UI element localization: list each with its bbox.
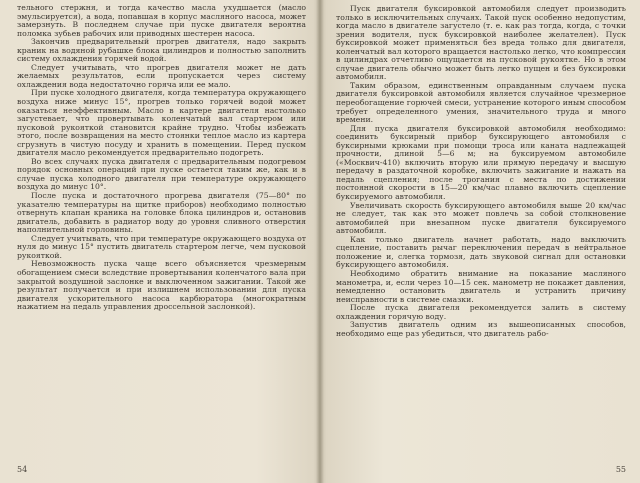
paragraph: Необходимо обратить внимание на показание масляного манометра, и, если через 10—15 сек. манометр не покажет давления, немедленно остановить двигатель и устранить причину неисправности в системе смазки. [336,268,626,304]
paragraph: Таким образом, единственным оправданным случаем пуска двигателя буксировкой автомобиля является случайное чрезмерное переобогащение горючей смеси, устранение которого иным способом требует определенного умения, значительного труда и много времени. [336,80,626,125]
right-page [322,0,640,483]
paragraph: Следует учитывать, что при температуре окружающего воздуха от нуля до минус 15° пустить двигатель стартером легче, чем пусковой рукояткой. [17,233,306,260]
page-number-left: 54 [17,465,28,474]
page-number-right: 55 [615,465,626,474]
paragraph: Запустив двигатель одним из вышеописанных способов, необходимо еще раз убедиться, что двигатель рабо- [336,320,626,338]
left-page-text [17,4,306,312]
paragraph: Как только двигатель начнет работать, надо выключить сцепление, поставить рычаг переключения передач в нейтральное положение и, слегка тормозя, дать звуковой сигнал для остановки буксирующего автомобиля. [336,234,626,270]
left-page [0,0,318,483]
paragraph: тельного стержня, и тогда качество масла ухудшается (масло эмульсируется), а вода, попавшая в корпус масляного насоса, может замерзнуть. В последнем случае при пуске двигателя вероятна поломка зубьев рабочих или приводных шестерен насоса. [17,3,306,38]
paragraph: Для пуска двигателя буксировкой автомобиля необходимо: соединить буксирный прибор буксирующего автомобиля с буксирными крюками при помощи троса или каната надлежащей прочности, длиной 5—6 м; на буксируемом автомобиле («Москвич-410) включить вторую или прямую передачу и высшую передачу в раздаточной коробке, включить зажигание и нажать на педаль сцепления; после трогания с места по достижении постоянной скорости в 15—20 км/час плавно включить сцепление буксируемого автомобиля. [336,123,626,202]
right-page-text [336,5,626,338]
paragraph: Невозможность пуска чаще всего объясняется чрезмерным обогащением смеси вследствие провертывания коленчатого вала при закрытой воздушной заслонке и выключенном зажигании. Такой же результат получается и при излишнем использовании для пуска двигателя ускорительного насоса карбюратора (многократным нажатием на педаль управления дроссельной заслонкой). [17,259,306,312]
paragraph: При пуске холодного двигателя, когда температура окружающего воздуха ниже минус 15°, прогрев только горячей водой может оказаться неэффективным. Масло в картере двигателя настолько загустевает, что провертывать коленчатый вал стартером или пусковой рукояткой становится крайне трудно. Чтобы избежать этого, после возвращения на место стоянки теплое масло из картера сгрузнуть в чистую посуду и хранить в помещении. Перед пуском двигателя масло рекомендуется предварительно подогреть. [17,88,306,158]
paragraph: После пуска и достаточного прогрева двигателя (75—80° по указателю температуры на щитке приборов) необходимо полностью отвернуть клапан краника на головке блока цилиндров и, остановив двигатель, добавить в радиатор воду до уровня сливного отверстия наполнительной горловины. [17,191,306,235]
paragraph: Следует учитывать, что прогрев двигателя может не дать желаемых результатов, если пропускается через систему охлаждения вода недостаточно горяча или ее мало. [17,62,306,89]
paragraph: Во всех случаях пуска двигателя с предварительным подогревом порядок основных операций при пуске остается таким же, как и в случае пуска холодного двигателя при температуре окружающего воздуха до минус 10°. [17,156,306,192]
paragraph: Закончив предварительный прогрев двигателя, надо закрыть краник на водяной рубашке блока цилиндров и полностью заполнить систему охлаждения горячей водой. [17,37,306,64]
paragraph: Пуск двигателя буксировкой автомобиля следует производить только в исключительных случаях. Такой пуск особенно недопустим, когда масло в двигателе загустело (т. е. как раз тогда, когда, с точки зрения водителя, пуск буксировкой наиболее желателен). Пуск буксировкой может применяться без вреда только для двигателя, коленчатый вал которого вращается настолько легко, что компрессия в цилиндрах отчетливо ощущается на пусковой рукоятке. Но в этом случае двигатель обычно может быть легко пущен и без буксировки автомобиля. [336,4,626,82]
paragraph: После пуска двигателя рекомендуется залить в систему охлаждения горячую воду. [336,303,626,321]
paragraph: Увеличивать скорость буксирующего автомобиля выше 20 км/час не следует, так как это может повлечь за собой столкновение автомобилей при внезапном пуске двигателя буксируемого автомобиля. [336,200,626,236]
